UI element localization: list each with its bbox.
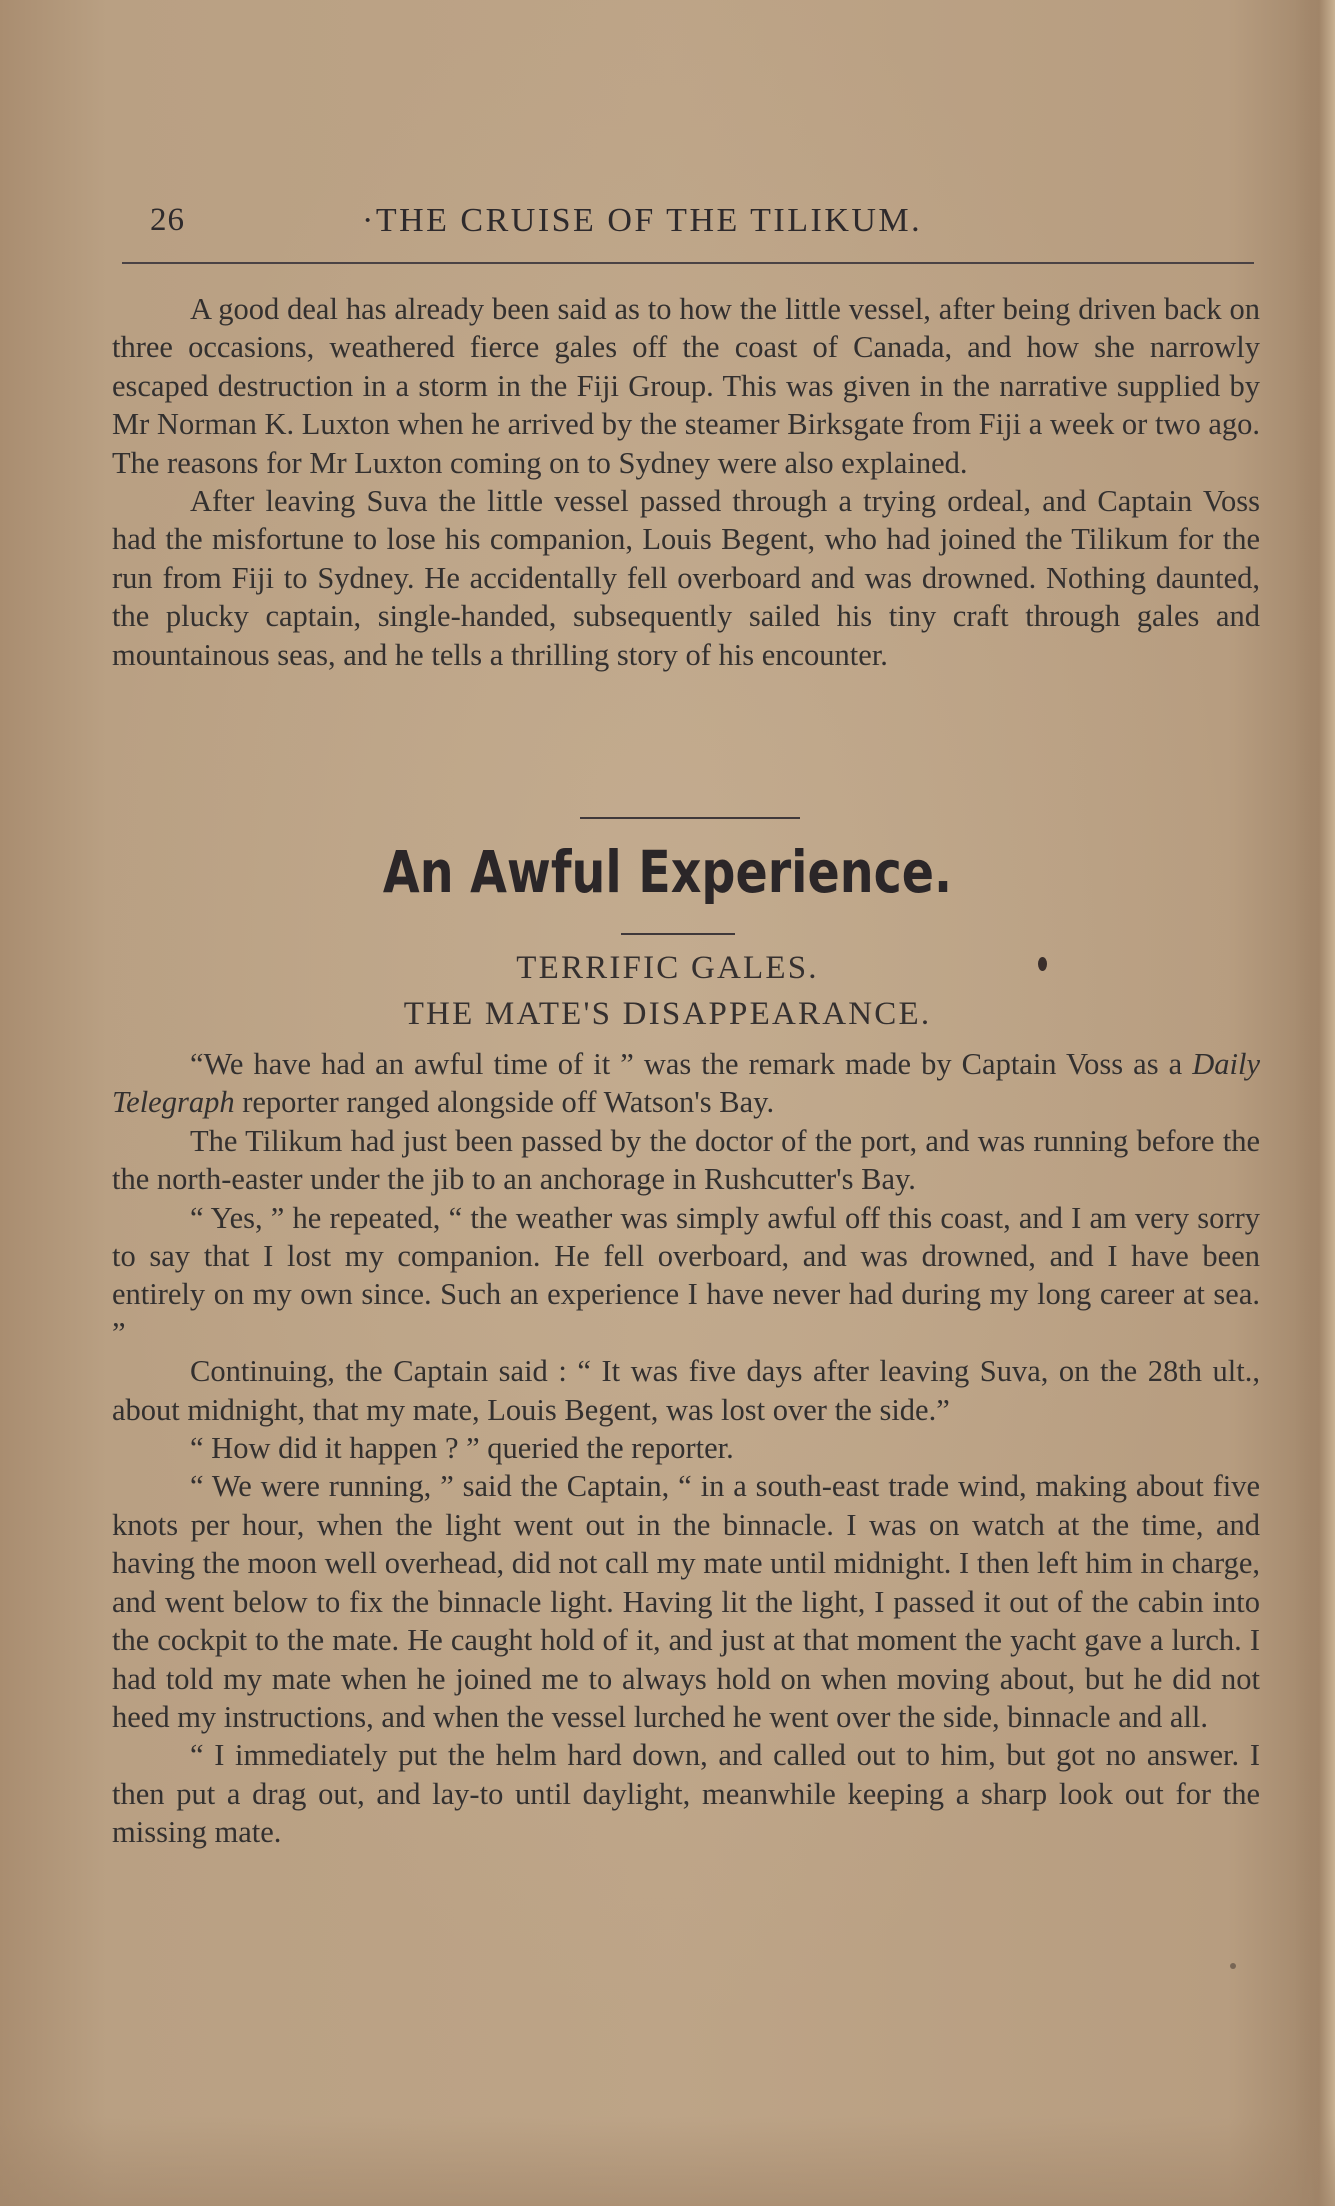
page-edge-right [1295,0,1335,2206]
running-title: ·THE CRUISE OF THE TILIKUM. [362,202,923,239]
subheading-mate: THE MATE'S DISAPPEARANCE. [403,996,932,1032]
header-rule [122,262,1254,264]
article-headline: An Awful Experience. [382,838,953,906]
story-text: reporter ranged alongside off Watson's Bay. [234,1085,775,1120]
story-paragraph: “ Yes, ” he repeated, “ the weather was simply awful off this coast, and I am very sorry to say that I lost my companion. He fell overboard, and was drowned, and I have been entirely on my own since. Such an experience I have never had during my long career at sea. ” [112,1200,1260,1350]
newspaper-name: Daily Telegraph [112,1047,1260,1120]
story-paragraph: “ How did it happen ? ” queried the reporter. [190,1431,734,1466]
intro-text [112,290,1260,674]
page-number: 26 [150,202,185,238]
story-paragraph: “ We were running, ” said the Captain, “ in a south-east trade wind, making about five knots per hour, when the light went out in the binnacle. I was on watch at the time, and having the moon well overhead, did not call my mate until midnight. I then left him in charge, and went below to fix the binnacle light. Having lit the light, I passed it out of the cabin into the cockpit to the mate. He caught hold of it, and just at that moment the yacht gave a lurch. I had told my mate when he joined me to always hold on when moving about, but he did not heed my instructions, and when the vessel lurched he went over the side, binnacle and all. [112,1469,1261,1734]
article-body [112,1045,1260,1852]
story-paragraph [112,1045,1260,1122]
intro-paragraph: A good deal has already been said as to how the little vessel, after being driven back on three occasions, weathered fierce gales off the coast of Canada, and how she narrowly escaped destruction in a storm in the Fiji Group. This was given in the narrative supplied by Mr Norman K. Luxton when he arrived by the steamer Birksgate from Fiji a week or two ago. The reasons for Mr Luxton coming on to Sydney were also explained. [112,292,1260,480]
intro-paragraph: After leaving Suva the little vessel passed through a trying ordeal, and Captain Voss had the misfortune to lose his companion, Louis Begent, who had joined the Tilikum for the run from Fiji to Sydney. He accidentally fell overboard and was drowned. Nothing daunted, the plucky captain, single-handed, subsequently sailed his tiny craft through gales and mountainous seas, and he tells a thrilling story of his encounter. [112,484,1260,672]
story-paragraph: The Tilikum had just been passed by the doctor of the port, and was running before the the north-easter under the jib to an anchorage in Rushcutter's Bay. [112,1123,1260,1197]
page-header [150,202,1250,252]
ink-smudge [1038,957,1047,971]
story-paragraph: Continuing, the Captain said : “ It was five days after leaving Suva, on the 28th ult., about midnight, that my mate, Louis Begent, was lost over the side.” [112,1354,1260,1427]
section-divider [580,817,800,819]
story-paragraph: “ I immediately put the helm hard down, and called out to him, but got no answer. I then put a drag out, and lay-to until daylight, meanwhile keeping a sharp look out for the missing mate. [112,1738,1260,1850]
story-text: “We have had an awful time of it ” was the remark made by Captain Voss as a [190,1047,1193,1081]
subheading-gales: TERRIFIC GALES. [516,950,819,986]
page-edge-bottom [0,2116,1335,2206]
ink-smudge [1230,1963,1236,1969]
headline-divider [621,933,735,935]
